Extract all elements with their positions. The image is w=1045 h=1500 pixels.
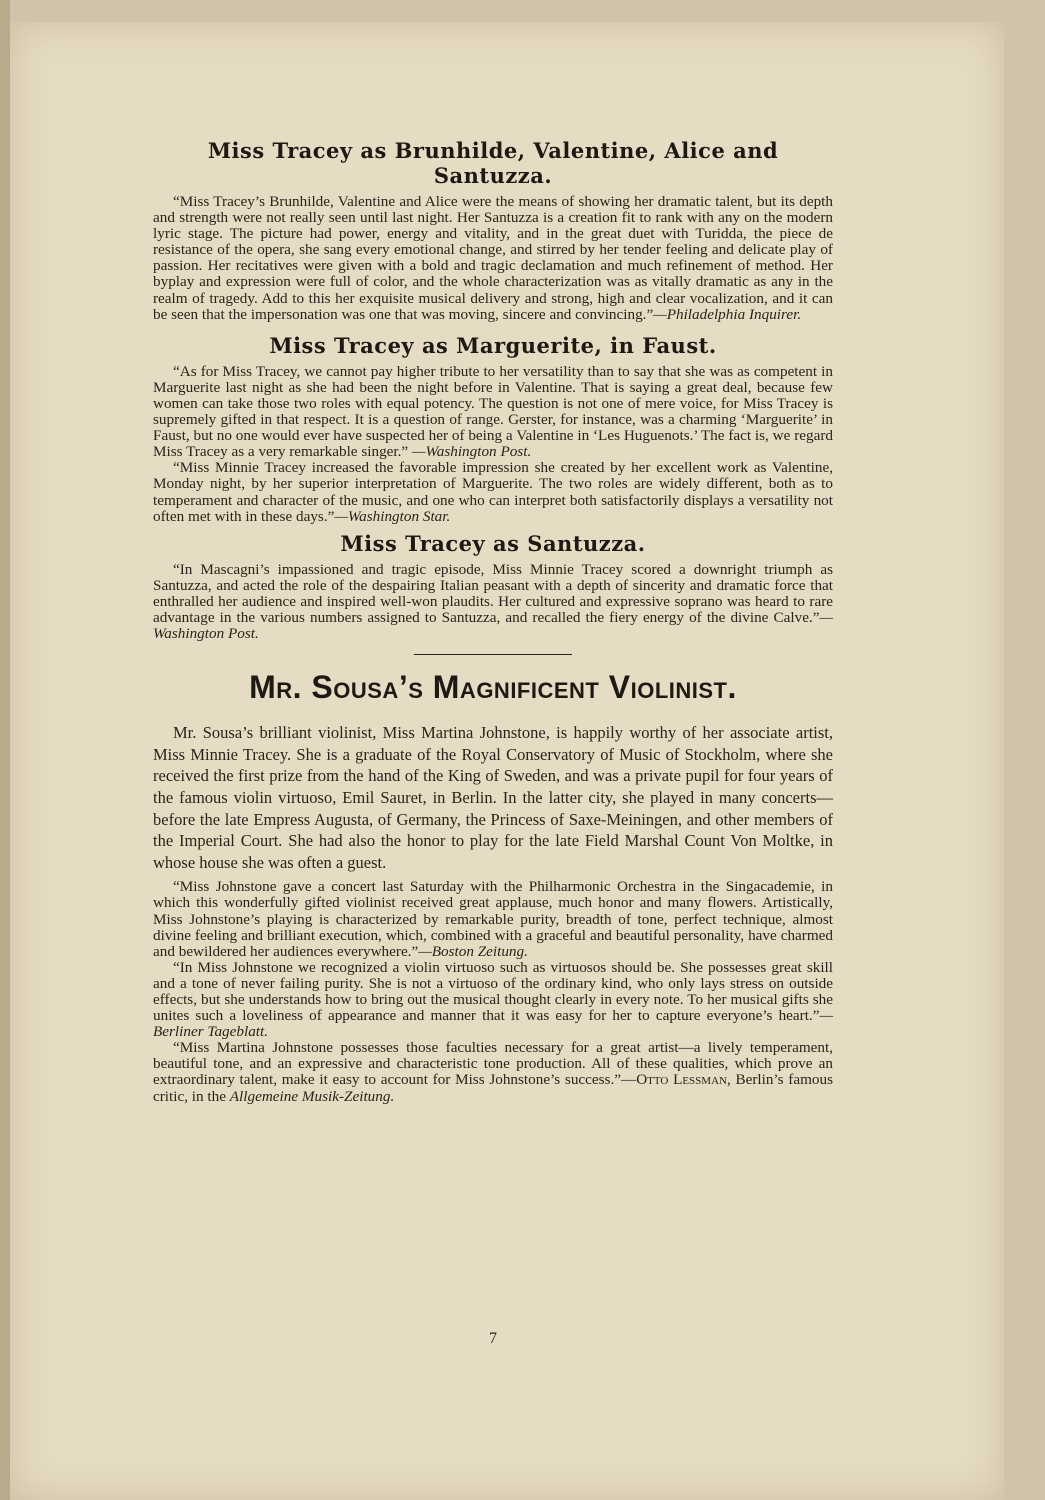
review-source: —Berliner Tageblatt. [153,1007,833,1041]
review-text: “Miss Johnstone gave a concert last Saturday with the Philharmonic Orchestra in the Singacademie, in which this wonderfully gifted violinist received great applause, much honor and many flowers. Artistically, Miss Johnstone’s playing is characterized by remarkable purity, breadth of tone, perfect technique, almost divine feeling and brilliant execution, which, combined with a graceful and beautiful personality, have charmed and bewildered her audiences everywhere.” [153,878,833,960]
review-text: “As for Miss Tracey, we cannot pay higher tribute to her versatility than to say that she was as competent in Marguerite last night as she had been the night before in Valentine. That is saying a great deal, because few women can take those two roles with equal potency. The question is not one of mere voice, for Miss Tracey is supremely gifted in that respect. It is a question of range. Gerster, for instance, was a charming ‘Marguerite’ in Faust, but no one would ever have suspected her of being a Valentine in ‘Les Huguenots.’ The fact is, we regard Miss Tracey as a very remarkable singer.” [153,362,833,461]
review-philadelphia [153,194,833,323]
review-text: “Miss Tracey’s Brunhilde, Valentine and Alice were the means of showing her dramatic talent, but its depth and strength were not really seen until last night. Her Santuzza is a creation fit to rank with any on the modern lyric stage. The picture had power, energy and vitality, and in the great duet with Turidda, the piece de resistance of the opera, she sang every emotional change, and stirred by her tender feeling and delicate play of passion. Her recitatives were given with a bold and tragic declamation and much refinement of method. Her byplay and expression were full of color, and the whole characterization was as vitally dramatic as any in the realm of tragedy. Add to this her exquisite musical delivery and strong, high and clear vocalization, and it can be seen that the impersonation was one that was moving, sincere and convincing.” [153,193,833,323]
critic-publication: Allgemeine Musik-Zeitung. [229,1087,395,1105]
review-text: “Miss Minnie Tracey increased the favorable impression she created by her excellent work as Valentine, Monday night, by her superior interpretation of Marguerite. The two roles are widely different, both as to temperament and character of the music, and one who can interpret both satisfactorily displays a versatility not often met with in these days.” [153,459,833,525]
review-source: —Boston Zeitung. [418,942,528,960]
review-source: —Philadelphia Inquirer. [653,305,802,323]
review-washington-star [153,460,833,524]
review-text: “In Miss Johnstone we recognized a violin virtuoso such as virtuosos should be. She possesses great skill and a tone of never failing purity. She is not a virtuoso of the ordinary kind, who only lays stress on outside effects, but she understands how to bring out the musical thought clearly in every note. To her musical gifts she unites such a loveliness of appearance and manner that it was easy for her to capture everyone’s heart.” [153,958,833,1025]
review-washington-post [153,364,833,461]
article-content [153,138,833,1347]
heading-santuzza: Miss Tracey as Santuzza. [340,530,646,556]
review-text: “Miss Martina Johnstone possesses those faculties necessary for a great artist—a lively temperament, beautiful tone, and an expressive and characteristic tone production. All of these qualities, which prove an extraordinary talent, make it easy to account for Miss Johnstone’s success.” [153,1039,833,1089]
heading-brunhilde: Miss Tracey as Brunhilde, Valentine, Alice and Santuzza. [207,138,779,188]
review-source: —Washington Post. [411,443,532,461]
review-text: “In Mascagni’s impassioned and tragic episode, Miss Minnie Tracey scored a downright triumph as Santuzza, and acted the role of the despairing Italian peasant with a depth of sincerity and dramatic force that enthralled her audience and inspired well-won plaudits. Her cultured and expressive soprano was heard to rare advantage in the various numbers assigned to Santuzza, and recalled the fiery energy of the divine Calve.” [153,560,833,626]
violinist-intro: Mr. Sousa’s brilliant violinist, Miss Martina Johnstone, is happily worthy of her associate artist, Miss Minnie Tracey. She is a graduate of the Royal Conservatory of Music of Stockholm, where she received the first prize from the hand of the King of Sweden, and was a private pupil for four years of the famous violin virtuoso, Emil Sauret, in Berlin. In the latter city, she played in many concerts—before the late Empress Augusta, of Germany, the Princess of Saxe-Meiningen, and other members of the Imperial Court. She had also the honor to play for the late Field Marshal Count Von Moltke, in whose house she was often a guest. [153,723,833,872]
violinist-title: Mr. Sousa’s Magnificent Violinist. [249,669,737,706]
heading-marguerite: Miss Tracey as Marguerite, in Faust. [269,332,717,358]
review-boston [153,879,833,959]
page-number: 7 [489,1330,497,1347]
review-lessman [153,1040,833,1104]
review-source: — Washington Post. [153,608,833,643]
review-berliner [153,960,833,1040]
critic-name: —Otto Lessman, [621,1071,731,1089]
binding-gutter [0,0,10,1500]
review-santuzza [153,562,833,642]
section-divider [414,654,572,655]
critic-description: Berlin’s famous critic, in the [153,1071,833,1105]
review-source: —Washington Star. [334,507,451,525]
